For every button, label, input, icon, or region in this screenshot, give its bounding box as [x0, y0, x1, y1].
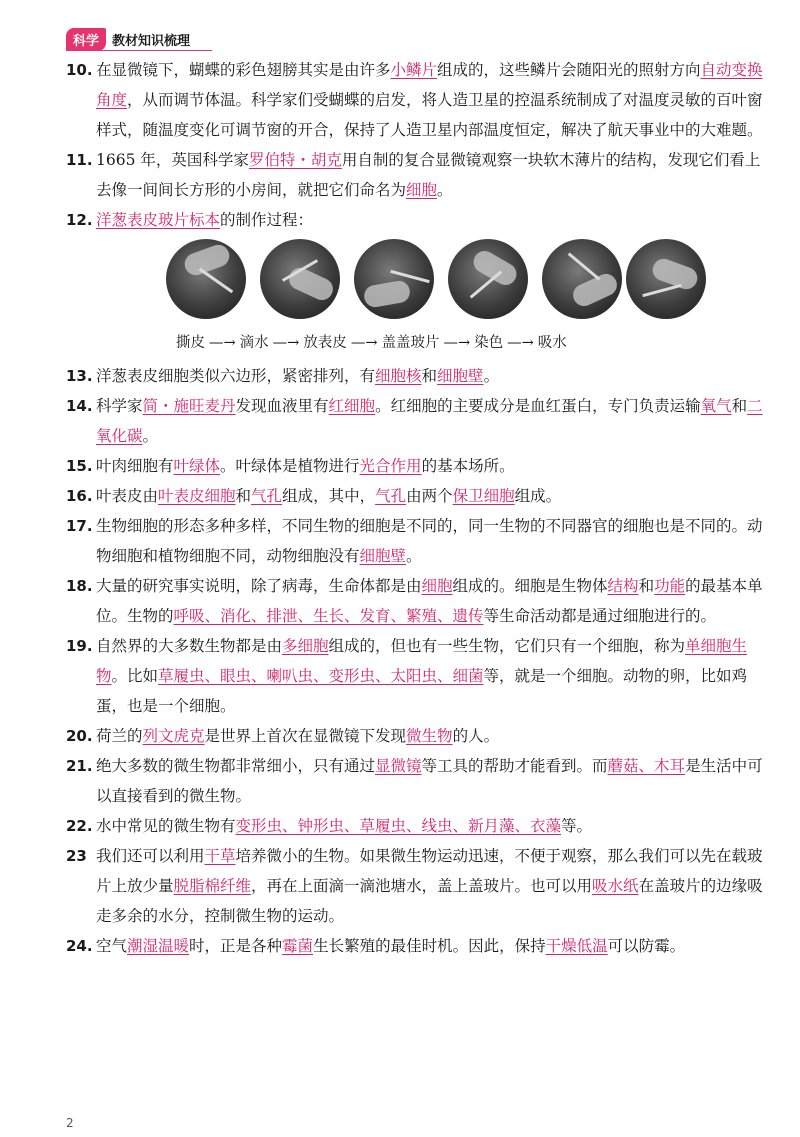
item-text: 发现血液里有 — [235, 397, 329, 415]
page-header — [66, 28, 190, 50]
step-label: 吸水 — [537, 335, 567, 351]
list-item — [66, 751, 770, 811]
answer-text: 干草 — [204, 847, 236, 865]
step-labels — [176, 331, 571, 352]
item-number: 17. — [66, 517, 93, 535]
answer-text: 功能 — [654, 577, 686, 595]
answer-text: 气孔 — [251, 487, 283, 505]
answer-text: 叶绿体 — [173, 457, 221, 475]
item-text: 水中常见的微生物有 — [96, 817, 236, 835]
step-photo — [542, 239, 622, 319]
item-number: 13. — [66, 367, 93, 385]
item-number: 19. — [66, 637, 93, 655]
item-text: 。红细胞的主要成分是血红蛋白，专门负责运输 — [375, 397, 701, 415]
item-text: 是生活中可以直接看到的微生物。 — [96, 757, 763, 805]
step-label: 放表皮 — [303, 335, 347, 351]
item-number: 18. — [66, 577, 93, 595]
item-number: 21. — [66, 757, 93, 775]
item-number: 24. — [66, 937, 93, 955]
item-text: 生长繁殖的最佳时机。因此，保持 — [313, 937, 546, 955]
step-label: 染色 — [474, 335, 504, 351]
list-item — [66, 451, 770, 481]
item-text: 等生命活动都是通过细胞进行的。 — [483, 607, 717, 625]
step-photo — [448, 239, 528, 319]
subject-badge: 科学 — [66, 28, 106, 51]
item-text: ，再在上面滴一滴池塘水，盖上盖玻片。也可以用 — [251, 877, 593, 895]
answer-text: 蘑菇、木耳 — [607, 757, 686, 775]
item-text: 和 — [235, 487, 252, 505]
item-number: 12. — [66, 211, 93, 229]
step-label: 盖盖玻片 — [381, 335, 440, 351]
arrow-icon: —→ — [507, 335, 534, 351]
step-photo — [354, 239, 434, 319]
answer-text: 细胞核 — [375, 367, 422, 385]
list-item — [66, 841, 770, 931]
arrow-icon: —→ — [272, 335, 300, 351]
item-text: 1665 年，英国科学家 — [96, 151, 249, 169]
item-text: 由两个 — [406, 487, 453, 505]
item-text: 在盖玻片的边缘吸走多余的水分，控制微生物的运动。 — [96, 877, 763, 925]
item-text: 绝大多数的微生物都非常细小，只有通过 — [96, 757, 376, 775]
item-text: 培养微小的生物。如果微生物运动迅速，不便于观察，那么我们可以先在载玻片上放少量 — [96, 847, 763, 895]
answer-text: 细胞 — [406, 181, 438, 199]
item-text: 。 — [142, 427, 159, 445]
list-item — [66, 931, 770, 961]
answer-text: 脱脂棉纤维 — [173, 877, 252, 895]
item-text: 。比如 — [111, 667, 159, 685]
answer-text: 干燥低温 — [545, 937, 608, 955]
list-item — [66, 145, 770, 205]
section-title: 教材知识梳理 — [112, 33, 191, 49]
answer-text: 单细胞生物 — [96, 637, 748, 685]
answer-text: 细胞壁 — [359, 547, 407, 565]
answer-text: 二氧化碳 — [96, 397, 763, 445]
item-number: 22. — [66, 817, 93, 835]
item-text: 空气 — [96, 937, 128, 955]
list-item — [66, 571, 770, 631]
item-text: 时，正是各种 — [189, 937, 283, 955]
item-text: 等工具的帮助才能看到。而 — [421, 757, 608, 775]
answer-text: 潮湿温暖 — [127, 937, 190, 955]
answer-text: 叶表皮细胞 — [158, 487, 236, 505]
item-text: 等。 — [561, 817, 593, 835]
item-text: 用自制的复合显微镜观察一块软木薄片的结构，发现它们看上去像一间间长方形的小房间，就把它们命名为 — [96, 151, 761, 199]
answer-text: 细胞壁 — [437, 367, 484, 385]
item-text: 。 — [483, 367, 500, 385]
list-item — [66, 361, 770, 391]
arrow-icon: —→ — [443, 335, 471, 351]
item-text: 自然界的大多数生物都是由 — [96, 637, 283, 655]
answer-text: 草履虫、眼虫、喇叭虫、变形虫、太阳虫、细菌 — [158, 667, 484, 685]
slide-preparation-figure — [66, 235, 770, 361]
step-label: 滴水 — [239, 335, 269, 351]
answer-text: 列文虎克 — [142, 727, 205, 745]
item-number: 10. — [66, 61, 93, 79]
item-text: 生物细胞的形态多种多样，不同生物的细胞是不同的，同一生物的不同器官的细胞也是不同的。动物细胞和植物细胞不同，动物细胞没有 — [96, 517, 763, 565]
page-number: 2 — [66, 1116, 74, 1130]
answer-text: 变形虫、钟形虫、草履虫、线虫、新月藻、衣藻 — [235, 817, 562, 835]
item-text: 荷兰的 — [96, 727, 143, 745]
answer-text: 多细胞 — [282, 637, 329, 655]
item-number: 14. — [66, 397, 93, 415]
item-text: 。叶绿体是植物进行 — [220, 457, 360, 475]
item-number: 16. — [66, 487, 93, 505]
step-photo — [626, 239, 706, 319]
item-text: 和 — [421, 367, 438, 385]
answer-text: 气孔 — [375, 487, 407, 505]
item-text: 的基本场所。 — [421, 457, 515, 475]
answer-text: 光合作用 — [359, 457, 422, 475]
item-text: 组成，其中， — [282, 487, 376, 505]
answer-text: 结构 — [607, 577, 639, 595]
item-text: 等，就是一个细胞。动物的卵，比如鸡蛋，也是一个细胞。 — [96, 667, 748, 715]
item-number: 15. — [66, 457, 93, 475]
knowledge-list — [66, 55, 770, 961]
item-text: 组成。 — [514, 487, 562, 505]
item-number: 20. — [66, 727, 93, 745]
step-label: 撕皮 — [176, 335, 205, 351]
header-rule — [66, 50, 212, 51]
answer-text: 自动变换角度 — [96, 61, 763, 109]
answer-text: 微生物 — [406, 727, 453, 745]
list-item — [66, 811, 770, 841]
answer-text: 氧气 — [700, 397, 732, 415]
item-text: 在显微镜下，蝴蝶的彩色翅膀其实是由许多 — [96, 61, 391, 79]
item-text: 洋葱表皮细胞类似六边形，紧密排列，有 — [96, 367, 376, 385]
item-text: 和 — [731, 397, 748, 415]
step-photo — [260, 239, 340, 319]
arrow-icon: —→ — [209, 335, 236, 351]
item-text: 叶肉细胞有 — [96, 457, 174, 475]
item-text: 可以防霉。 — [607, 937, 686, 955]
answer-text: 显微镜 — [375, 757, 422, 775]
answer-text: 洋葱表皮玻片标本 — [96, 211, 221, 229]
list-item — [66, 391, 770, 451]
item-text: 。 — [406, 547, 422, 565]
list-item — [66, 205, 770, 235]
arrow-icon: —→ — [350, 335, 378, 351]
item-text: ，从而调节体温。科学家们受蝴蝶的启发，将人造卫星的控温系统制成了对温度灵敏的百叶窗样式，随温度变化可调节窗的开合，保持了人造卫星内部温度恒定，解决了航天事业中的大难题。 — [96, 91, 763, 139]
item-text: 我们还可以利用 — [96, 847, 205, 865]
item-text: 大量的研究事实说明，除了病毒，生命体都是由 — [96, 577, 422, 595]
item-text: 的制作过程： — [220, 211, 314, 229]
list-item — [66, 55, 770, 145]
list-item — [66, 631, 770, 721]
answer-text: 呼吸、消化、排泄、生长、发育、繁殖、遗传 — [173, 607, 484, 625]
item-text: 。 — [437, 181, 453, 199]
item-text: 叶表皮由 — [96, 487, 159, 505]
item-number: 23 — [66, 847, 87, 865]
answer-text: 罗伯特・胡克 — [248, 151, 342, 169]
item-text: 的人。 — [452, 727, 500, 745]
list-item — [66, 721, 770, 751]
answer-text: 霉菌 — [282, 937, 314, 955]
item-text: 的最基本单位。生物的 — [96, 577, 763, 625]
list-item — [66, 481, 770, 511]
step-photo — [166, 239, 246, 319]
answer-text: 保卫细胞 — [452, 487, 515, 505]
list-item — [66, 511, 770, 571]
item-number: 11. — [66, 151, 93, 169]
item-text: 组成的，这些鳞片会随阳光的照射方向 — [437, 61, 701, 79]
item-text: 科学家 — [96, 397, 143, 415]
answer-text: 细胞 — [421, 577, 453, 595]
answer-text: 小鳞片 — [390, 61, 438, 79]
item-text: 和 — [638, 577, 655, 595]
item-text: 组成的。细胞是生物体 — [452, 577, 608, 595]
item-text: 组成的，但也有一些生物，它们只有一个细胞，称为 — [328, 637, 686, 655]
answer-text: 红细胞 — [328, 397, 376, 415]
item-text: 是世界上首次在显微镜下发现 — [204, 727, 407, 745]
answer-text: 简・施旺麦丹 — [142, 397, 236, 415]
answer-text: 吸水纸 — [592, 877, 639, 895]
